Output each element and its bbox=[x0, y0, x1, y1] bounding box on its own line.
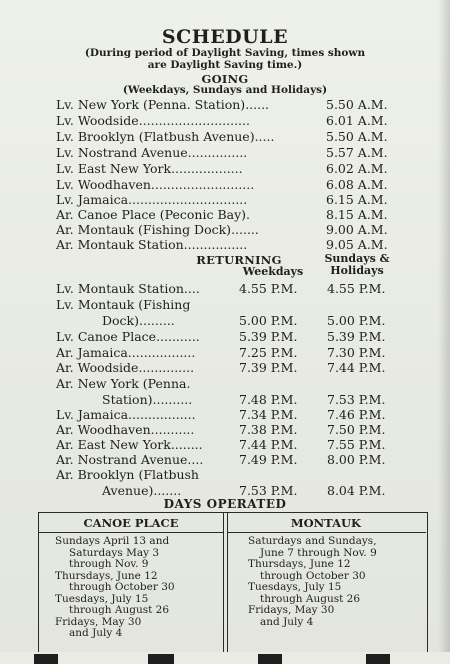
box-divider-right bbox=[227, 512, 228, 652]
going-row bbox=[56, 161, 243, 176]
going-station: Lv. New York (Penna. Station) bbox=[56, 97, 246, 112]
going-station: Lv. Woodhaven bbox=[56, 177, 151, 192]
montauk-day-line: Thursdays, June 12 bbox=[248, 558, 351, 570]
going-station: Ar. Montauk (Fishing Dock) bbox=[56, 222, 232, 237]
returning-row bbox=[56, 437, 203, 452]
going-time: 6.15 A.M. bbox=[326, 192, 388, 207]
leader-dots: .............. bbox=[138, 360, 195, 375]
leader-dots: ................. bbox=[127, 345, 196, 360]
going-row bbox=[56, 222, 259, 237]
montauk-day-line: Saturdays and Sundays, bbox=[248, 535, 377, 547]
leader-dots: . bbox=[246, 207, 251, 222]
returning-station: Lv. Canoe Place bbox=[56, 329, 157, 344]
schedule-title: SCHEDULE bbox=[161, 26, 289, 48]
sunday-time: 5.00 P.M. bbox=[327, 313, 386, 328]
cut-letter-1 bbox=[34, 654, 58, 664]
leader-dots: .......................... bbox=[150, 177, 255, 192]
leader-dots: ..... bbox=[254, 129, 275, 144]
canoe-place-day-line: Thursdays, June 12 bbox=[55, 569, 158, 582]
weekday-time: 5.39 P.M. bbox=[239, 329, 298, 344]
weekday-time: 7.53 P.M. bbox=[239, 483, 298, 498]
leader-dots: .... bbox=[187, 452, 204, 467]
going-station: Lv. Jamaica bbox=[56, 192, 129, 207]
returning-station: Ar. Brooklyn (Flatbush bbox=[56, 467, 199, 482]
weekday-time: 7.44 P.M. bbox=[239, 437, 298, 452]
leader-dots: ........... bbox=[156, 329, 200, 344]
canoe-place-day-line: through October 30 bbox=[69, 581, 175, 593]
returning-row-continuation bbox=[102, 313, 175, 328]
canoe-place-title: CANOE PLACE bbox=[83, 516, 179, 530]
sunday-time: 7.55 P.M. bbox=[327, 437, 386, 452]
canoe-place-day-line: Saturdays May 3 bbox=[69, 546, 160, 559]
going-time: 8.15 A.M. bbox=[326, 207, 388, 222]
returning-station: Lv. Montauk Station bbox=[56, 281, 184, 296]
returning-station-continued: Dock) bbox=[102, 313, 139, 328]
going-station: Lv. Nostrand Avenue bbox=[56, 145, 188, 160]
returning-row bbox=[56, 281, 200, 296]
leader-dots: ....... bbox=[153, 483, 182, 498]
going-row bbox=[56, 237, 247, 252]
going-time: 9.00 A.M. bbox=[326, 222, 388, 237]
sunday-time: 5.39 P.M. bbox=[327, 329, 386, 344]
canoe-place-day-line: through Nov. 9 bbox=[69, 558, 149, 570]
weekday-time: 5.00 P.M. bbox=[239, 313, 298, 328]
sunday-time: 8.04 P.M. bbox=[327, 483, 386, 498]
sundays-header-line-1: Sundays & bbox=[324, 252, 390, 265]
leader-dots: .............................. bbox=[128, 192, 248, 207]
sunday-time: 7.50 P.M. bbox=[327, 422, 386, 437]
weekday-time: 7.38 P.M. bbox=[239, 422, 298, 437]
days-operated-heading: DAYS OPERATED bbox=[163, 497, 287, 511]
going-time: 6.02 A.M. bbox=[326, 161, 388, 176]
going-row bbox=[56, 192, 247, 207]
sunday-time: 7.44 P.M. bbox=[327, 360, 386, 375]
canoe-place-day-line: Fridays, May 30 bbox=[55, 615, 142, 628]
returning-row bbox=[56, 360, 194, 375]
leader-dots: ............... bbox=[187, 145, 248, 160]
montauk-day-line: Tuesdays, July 15 bbox=[248, 581, 342, 593]
going-time: 5.50 A.M. bbox=[326, 129, 388, 144]
going-station: Ar. Canoe Place (Peconic Bay) bbox=[56, 207, 247, 222]
going-station: Lv. Brooklyn (Flatbush Avenue) bbox=[56, 129, 255, 144]
returning-station-continued: Station) bbox=[102, 392, 153, 407]
going-subheading: (Weekdays, Sundays and Holidays) bbox=[122, 84, 328, 96]
returning-row-continuation bbox=[102, 483, 181, 498]
going-time: 6.01 A.M. bbox=[326, 113, 388, 128]
leader-dots: .......... bbox=[152, 392, 193, 407]
going-station: Ar. Montauk Station bbox=[56, 237, 184, 252]
going-station: Lv. East New York bbox=[56, 161, 172, 176]
returning-station: Ar. Woodhaven bbox=[56, 422, 151, 437]
returning-row bbox=[56, 376, 190, 391]
returning-station: Ar. New York (Penna. bbox=[56, 376, 191, 391]
returning-row bbox=[56, 467, 199, 482]
cut-letter-3 bbox=[258, 654, 282, 664]
going-row bbox=[56, 207, 250, 222]
weekday-time: 7.34 P.M. bbox=[239, 407, 298, 422]
returning-row bbox=[56, 407, 196, 422]
montauk-day-line: Fridays, May 30 bbox=[248, 604, 335, 616]
returning-station: Ar. Jamaica bbox=[56, 345, 128, 360]
cut-letter-4 bbox=[366, 654, 390, 664]
weekday-time: 7.48 P.M. bbox=[239, 392, 298, 407]
daylight-saving-note bbox=[0, 47, 450, 71]
going-station: Lv. Woodside bbox=[56, 113, 139, 128]
leader-dots: ......... bbox=[139, 313, 175, 328]
montauk-day-line: June 7 through Nov. 9 bbox=[260, 546, 377, 559]
returning-station: Ar. East New York bbox=[56, 437, 171, 452]
box-divider-left bbox=[223, 512, 224, 652]
returning-heading: RETURNING bbox=[196, 253, 282, 267]
going-row bbox=[56, 145, 247, 160]
leader-dots: .................. bbox=[171, 161, 243, 176]
returning-row bbox=[56, 297, 190, 312]
leader-dots: ........... bbox=[150, 422, 195, 437]
going-time: 6.08 A.M. bbox=[326, 177, 388, 192]
note-line-2: are Daylight Saving time.) bbox=[147, 59, 303, 71]
sunday-time: 7.53 P.M. bbox=[327, 392, 386, 407]
going-time: 5.57 A.M. bbox=[326, 145, 388, 160]
sunday-time: 7.30 P.M. bbox=[327, 345, 386, 360]
montauk-title: MONTAUK bbox=[290, 516, 362, 530]
note-line-1: (During period of Daylight Saving, times shown bbox=[84, 47, 366, 59]
montauk-day-line: through October 30 bbox=[260, 569, 366, 582]
leader-dots: .... bbox=[183, 281, 200, 296]
going-row bbox=[56, 177, 254, 192]
leader-dots: ........ bbox=[170, 437, 203, 452]
going-time: 5.50 A.M. bbox=[326, 97, 388, 112]
sunday-time: 8.00 P.M. bbox=[327, 452, 386, 467]
leader-dots: ................ bbox=[183, 237, 248, 252]
sunday-time: 7.46 P.M. bbox=[327, 407, 386, 422]
cut-letter-2 bbox=[148, 654, 174, 664]
canoe-place-day-line: and July 4 bbox=[69, 627, 123, 639]
canoe-place-day-line: through August 26 bbox=[69, 604, 170, 616]
montauk-day-line: and July 4 bbox=[260, 615, 314, 628]
returning-station: Ar. Nostrand Avenue bbox=[56, 452, 188, 467]
weekday-time: 7.25 P.M. bbox=[239, 345, 298, 360]
returning-row bbox=[56, 452, 203, 467]
page-edge-shadow bbox=[438, 0, 450, 664]
sunday-time: 4.55 P.M. bbox=[327, 281, 386, 296]
returning-row bbox=[56, 422, 194, 437]
sundays-holidays-column-header bbox=[320, 253, 394, 277]
returning-station: Ar. Woodside bbox=[56, 360, 139, 375]
canoe-place-day-line: Tuesdays, July 15 bbox=[55, 592, 149, 605]
weekday-time: 4.55 P.M. bbox=[239, 281, 298, 296]
montauk-title-rule bbox=[228, 532, 426, 533]
canoe-title-rule bbox=[38, 532, 223, 533]
returning-station: Lv. Jamaica bbox=[56, 407, 129, 422]
weekday-time: 7.49 P.M. bbox=[239, 452, 298, 467]
weekday-time: 7.39 P.M. bbox=[239, 360, 298, 375]
leader-dots: ................. bbox=[128, 407, 196, 422]
leader-dots: ...... bbox=[245, 97, 270, 112]
going-time: 9.05 A.M. bbox=[326, 237, 388, 252]
going-heading: GOING bbox=[201, 72, 249, 86]
montauk-day-line: through August 26 bbox=[260, 592, 361, 605]
weekdays-column-header: Weekdays bbox=[242, 265, 304, 278]
going-row bbox=[56, 113, 250, 128]
leader-dots: ............................ bbox=[138, 113, 250, 128]
sundays-header-line-2: Holidays bbox=[330, 264, 384, 277]
returning-row bbox=[56, 345, 195, 360]
going-row bbox=[56, 129, 274, 144]
leader-dots: ....... bbox=[231, 222, 259, 237]
going-row bbox=[56, 97, 269, 112]
returning-station-continued: Avenue) bbox=[102, 483, 154, 498]
canoe-place-day-line: Sundays April 13 and bbox=[55, 535, 170, 547]
returning-row-continuation bbox=[102, 392, 192, 407]
returning-station: Lv. Montauk (Fishing bbox=[56, 297, 191, 312]
returning-row bbox=[56, 329, 200, 344]
